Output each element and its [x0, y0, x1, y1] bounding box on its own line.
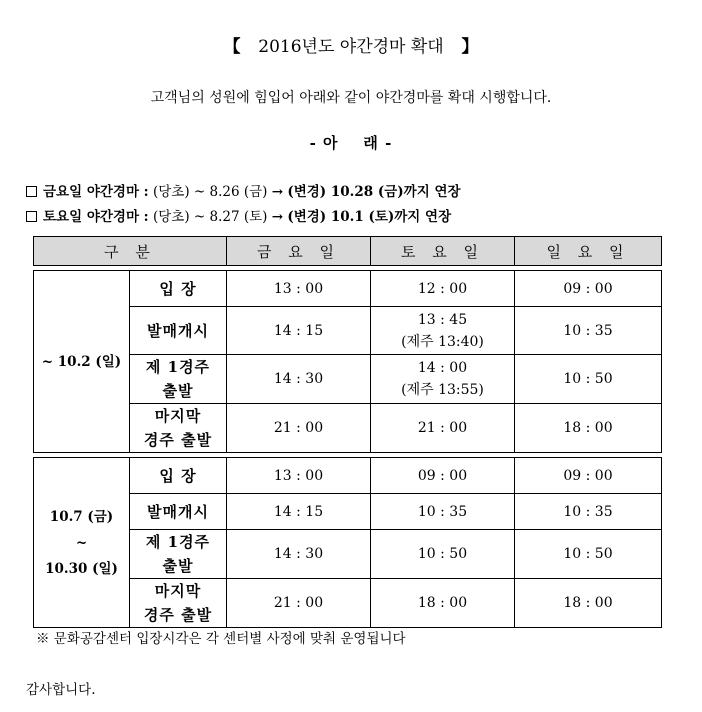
row-label-line: 입 장	[159, 466, 197, 485]
header-sunday: 일 요 일	[515, 237, 662, 266]
friday-time-line: 13 : 00	[273, 280, 324, 297]
row-label	[130, 271, 227, 307]
friday-extension-line	[26, 180, 461, 200]
period-cell	[34, 271, 130, 453]
header-saturday: 토 요 일	[371, 237, 515, 266]
friday-time	[227, 530, 371, 579]
sunday-time-line: 10 : 50	[563, 546, 613, 562]
row-label-line: 발매개시	[147, 502, 209, 521]
saturday-time-line: (제주 13:55)	[401, 382, 484, 398]
saturday-time-line: 21 : 00	[417, 420, 468, 436]
sunday-time	[515, 530, 662, 579]
saturday-time-line: 18 : 00	[417, 595, 468, 611]
sunday-time	[515, 307, 662, 355]
sunday-time	[515, 404, 662, 453]
row-label	[130, 355, 227, 404]
period-cell	[34, 458, 130, 628]
row-label-line: 마지막	[154, 407, 202, 425]
friday-time-line: 13 : 00	[273, 467, 324, 484]
saturday-time	[371, 458, 515, 494]
sunday-time	[515, 458, 662, 494]
friday-time	[227, 307, 371, 355]
period-cell-line: 10.30 (일)	[45, 560, 118, 577]
row-label	[130, 579, 227, 628]
friday-time-line: 14 : 30	[273, 371, 324, 387]
title-open-bracket: 【	[223, 37, 241, 57]
saturday-time	[371, 579, 515, 628]
period-cell-line: ~ 10.2 (일)	[41, 353, 122, 370]
saturday-time	[371, 271, 515, 307]
friday-change: (변경) 10.28 (금)까지 연장	[287, 184, 461, 200]
sunday-time-line: 18 : 00	[563, 420, 613, 436]
section-heading: - 아 래 -	[309, 134, 393, 152]
row-label-line: 출발	[162, 557, 194, 575]
header-friday: 금 요 일	[227, 237, 371, 266]
row-label	[130, 404, 227, 453]
saturday-time	[371, 404, 515, 453]
row-label-line: 마지막	[154, 582, 202, 600]
title-text: 2016년도 야간경마 확대	[258, 37, 444, 57]
saturday-time	[371, 530, 515, 579]
row-label-line: 출발	[162, 382, 194, 400]
row-label-line: 제 1경주	[145, 358, 211, 376]
sunday-time-line: 18 : 00	[563, 595, 613, 611]
saturday-time-line: (제주 13:40)	[401, 333, 484, 350]
title-close-bracket: 】	[461, 37, 479, 57]
sunday-time-line: 09 : 00	[563, 280, 613, 297]
saturday-range: (당초) ~ 8.27 (토)	[152, 209, 268, 225]
arrow-icon: →	[271, 184, 284, 200]
header-category: 구 분	[34, 237, 227, 266]
friday-time	[227, 494, 371, 530]
sunday-time-line: 10 : 35	[563, 503, 613, 520]
saturday-time-line: 14 : 00	[417, 360, 468, 376]
row-label-line: 입 장	[159, 279, 197, 298]
friday-time	[227, 458, 371, 494]
sunday-time	[515, 271, 662, 307]
saturday-time-line: 10 : 35	[417, 503, 468, 520]
intro-text: 고객님의 성원에 힘입어 아래와 같이 야간경마를 확대 시행합니다.	[150, 90, 552, 106]
checkbox-icon	[26, 211, 37, 222]
row-label-line: 경주 출발	[143, 606, 213, 624]
page-title	[0, 32, 702, 57]
row-label	[130, 494, 227, 530]
row-label	[130, 307, 227, 355]
row-label-line: 경주 출발	[143, 431, 213, 449]
friday-time	[227, 579, 371, 628]
row-label-line: 발매개시	[147, 321, 209, 340]
checkbox-icon	[26, 186, 37, 197]
saturday-extension-line	[26, 205, 451, 225]
period-cell-line: 10.7 (금)	[49, 508, 114, 525]
schedule-table	[33, 236, 662, 628]
friday-label: 금요일 야간경마 :	[43, 184, 149, 200]
friday-time	[227, 404, 371, 453]
saturday-time-line: 12 : 00	[417, 280, 468, 297]
arrow-icon: →	[271, 209, 284, 225]
saturday-change: (변경) 10.1 (토)까지 연장	[287, 209, 452, 225]
saturday-time-line: 13 : 45	[417, 311, 468, 328]
saturday-time	[371, 494, 515, 530]
sunday-time-line: 10 : 35	[563, 322, 613, 339]
saturday-time-line: 09 : 00	[417, 467, 468, 484]
table-row	[34, 458, 662, 494]
saturday-time	[371, 355, 515, 404]
saturday-label: 토요일 야간경마 :	[43, 209, 149, 225]
sunday-time	[515, 494, 662, 530]
row-label	[130, 530, 227, 579]
row-label-line: 제 1경주	[145, 533, 211, 551]
row-label	[130, 458, 227, 494]
friday-time-line: 21 : 00	[273, 595, 324, 611]
friday-time-line: 14 : 30	[273, 546, 324, 562]
friday-time-line: 21 : 00	[273, 420, 324, 436]
friday-time-line: 14 : 15	[273, 503, 324, 520]
closing-text: 감사합니다.	[26, 682, 96, 698]
footnote: ※ 문화공감센터 입장시각은 각 센터별 사정에 맞춰 운영됩니다	[36, 631, 406, 647]
sunday-time-line: 09 : 00	[563, 467, 613, 484]
friday-time-line: 14 : 15	[273, 322, 324, 339]
sunday-time	[515, 579, 662, 628]
friday-time	[227, 355, 371, 404]
sunday-time-line: 10 : 50	[563, 371, 613, 387]
friday-range: (당초) ~ 8.26 (금)	[152, 184, 268, 200]
saturday-time-line: 10 : 50	[417, 546, 468, 562]
saturday-time	[371, 307, 515, 355]
period-cell-line: ~	[75, 534, 88, 551]
friday-time	[227, 271, 371, 307]
table-row	[34, 271, 662, 307]
sunday-time	[515, 355, 662, 404]
